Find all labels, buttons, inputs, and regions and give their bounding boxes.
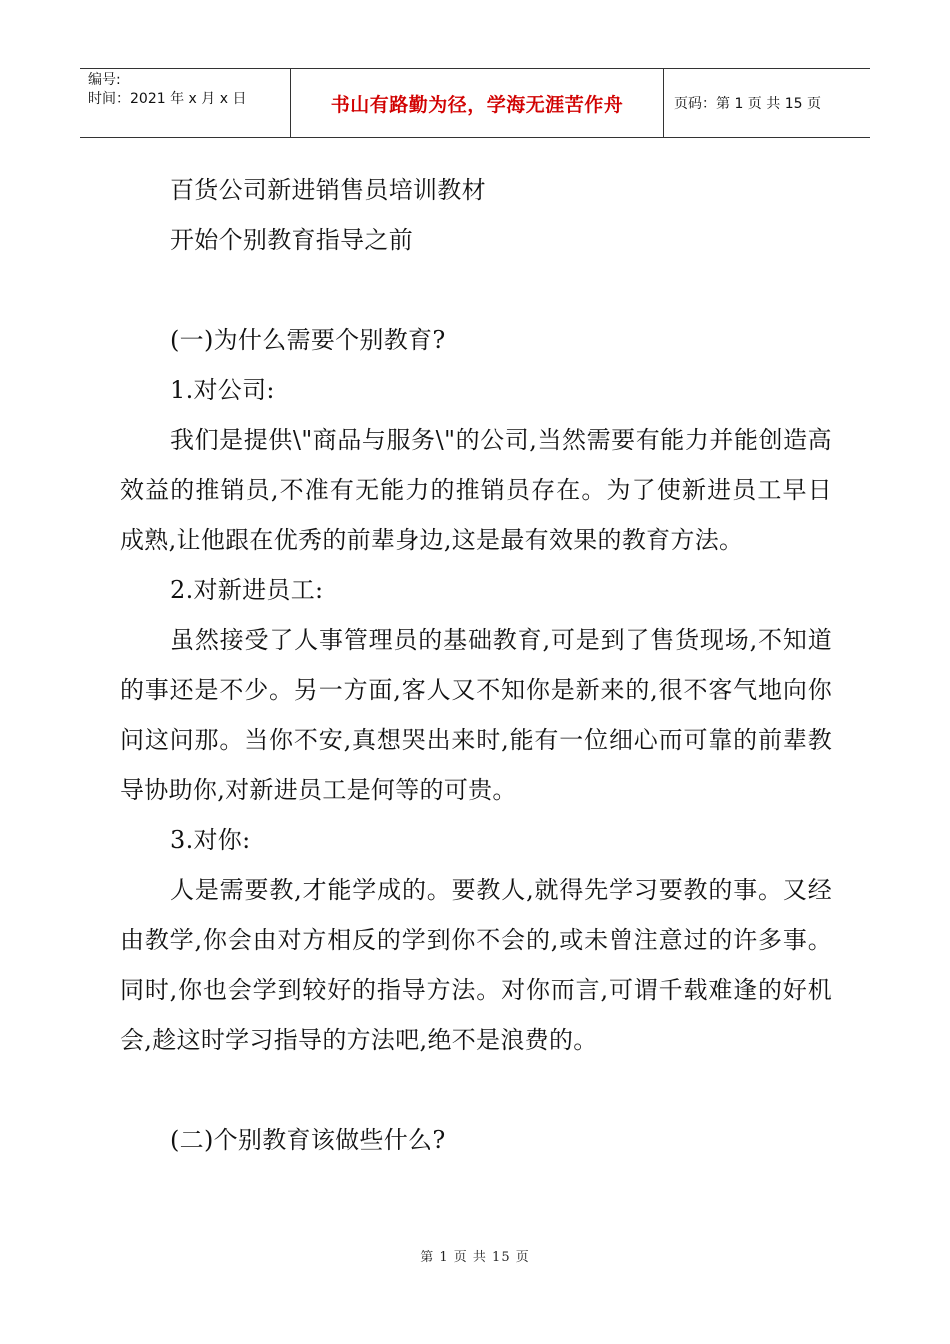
item-heading-1: 1.对公司:	[170, 376, 275, 404]
item-text-2: 虽然接受了人事管理员的基础教育,可是到了售货现场,不知道的事还是不少。另一方面,客人又不知你是新来的,很不客气地向你问这问那。当你不安,真想哭出来时,能有一位细心而可靠的前辈教导协助你,对新进员工是何等的可贵。	[120, 626, 832, 804]
document-subtitle: 开始个别教育指导之前	[170, 226, 413, 254]
header-page-number: 页码：第 1 页 共 15 页	[674, 96, 821, 112]
document-date-label: 时间：2021 年 x 月 x 日	[88, 91, 247, 107]
section-heading-2: (二)个别教育该做些什么?	[170, 1126, 446, 1154]
item-text-3: 人是需要教,才能学成的。要教人,就得先学习要教的事。又经由教学,你会由对方相反的学到你不会的,或未曾注意过的许多事。同时,你也会学到较好的指导方法。对你而言,可谓千载难逢的好机会,趁这时学习指导的方法吧,绝不是浪费的。	[120, 876, 832, 1054]
item-heading-3: 3.对你:	[170, 826, 251, 854]
item-text-1: 我们是提供\"商品与服务\"的公司,当然需要有能力并能创造高效益的推销员,不准有无能力的推销员存在。为了使新进员工早日成熟,让他跟在优秀的前辈身边,这是最有效果的教育方法。	[120, 426, 832, 554]
blank-line	[120, 1065, 832, 1115]
document-body	[120, 165, 832, 1165]
document-number-label: 编号:	[88, 72, 121, 88]
page-footer: 第 1 页 共 15 页	[420, 1250, 530, 1265]
page-header	[80, 68, 870, 138]
item-heading-2: 2.对新进员工:	[170, 576, 324, 604]
header-meta	[80, 69, 291, 137]
section-heading-1: (一)为什么需要个别教育?	[170, 326, 446, 354]
document-title: 百货公司新进销售员培训教材	[170, 176, 486, 204]
header-motto: 书山有路勤为径，学海无涯苦作舟	[291, 69, 664, 137]
blank-line	[120, 265, 832, 315]
